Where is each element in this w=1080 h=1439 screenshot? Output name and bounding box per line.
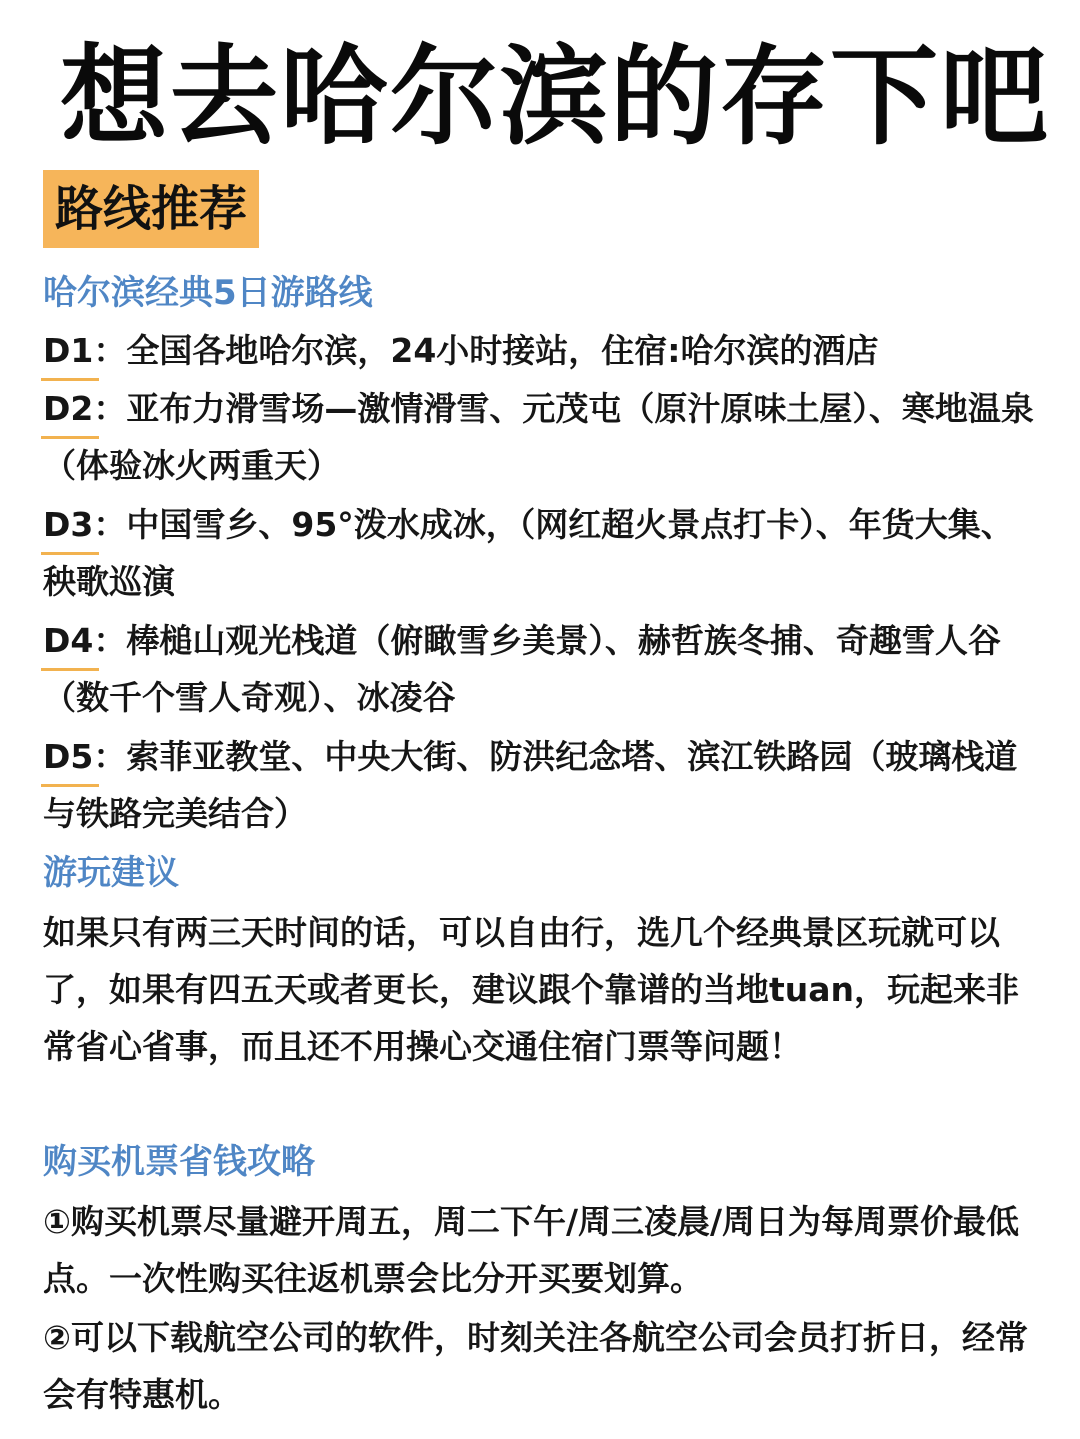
page-title: 想去哈尔滨的存下吧 bbox=[59, 35, 1050, 160]
day-label: D2 bbox=[43, 380, 93, 437]
day-item-d3 bbox=[43, 496, 1043, 610]
tips-text: 如果只有两三天时间的话，可以自由行，选几个经典景区玩就可以了，如果有四五天或者更长，建议跟个靠谱的当地tuan，玩起来非常省心省事，而且还不用操心交通住宿门票等问题！ bbox=[43, 913, 1020, 1066]
day-label: D3 bbox=[43, 496, 93, 553]
day-text: 全国各地哈尔滨，24小时接站，住宿:哈尔滨的酒店 bbox=[126, 331, 879, 370]
day-item-d4 bbox=[43, 612, 1043, 726]
section-tag-route: 路线推荐 bbox=[43, 170, 259, 248]
day-text: 索菲亚教堂、中央大街、防洪纪念塔、滨江铁路园（玻璃栈道与铁路完美结合） bbox=[43, 737, 1018, 833]
day-text: 棒槌山观光栈道（俯瞰雪乡美景）、赫哲族冬捕、奇趣雪人谷（数千个雪人奇观）、冰凌谷 bbox=[43, 621, 1001, 717]
tips-heading: 游玩建议 bbox=[43, 853, 179, 893]
tickets-heading: 购买机票省钱攻略 bbox=[43, 1142, 315, 1182]
day-text: 中国雪乡、95°泼水成冰，（网红超火景点打卡）、年货大集、秧歌巡演 bbox=[43, 505, 1014, 601]
day-item-d5 bbox=[43, 728, 1043, 842]
day-sep: ： bbox=[93, 331, 127, 370]
day-label: D5 bbox=[43, 728, 93, 785]
ticket-tip-2: ②可以下载航空公司的软件，时刻关注各航空公司会员打折日，经常会有特惠机。 bbox=[43, 1318, 1028, 1414]
day-sep: ： bbox=[93, 737, 127, 776]
day-text: 亚布力滑雪场—激情滑雪、元茂屯（原汁原味土屋）、寒地温泉（体验冰火两重天） bbox=[43, 389, 1034, 485]
day-label: D1 bbox=[43, 322, 93, 379]
day-label: D4 bbox=[43, 612, 93, 669]
day-item-d1 bbox=[43, 322, 1043, 379]
day-item-d2 bbox=[43, 380, 1043, 494]
day-sep: ： bbox=[93, 621, 127, 660]
route-heading: 哈尔滨经典5日游路线 bbox=[43, 273, 373, 313]
day-sep: ： bbox=[93, 389, 127, 428]
day-sep: ： bbox=[93, 505, 127, 544]
ticket-tip-1: ①购买机票尽量避开周五，周二下午/周三凌晨/周日为每周票价最低点。一次性购买往返机票会比分开买要划算。 bbox=[43, 1202, 1020, 1298]
